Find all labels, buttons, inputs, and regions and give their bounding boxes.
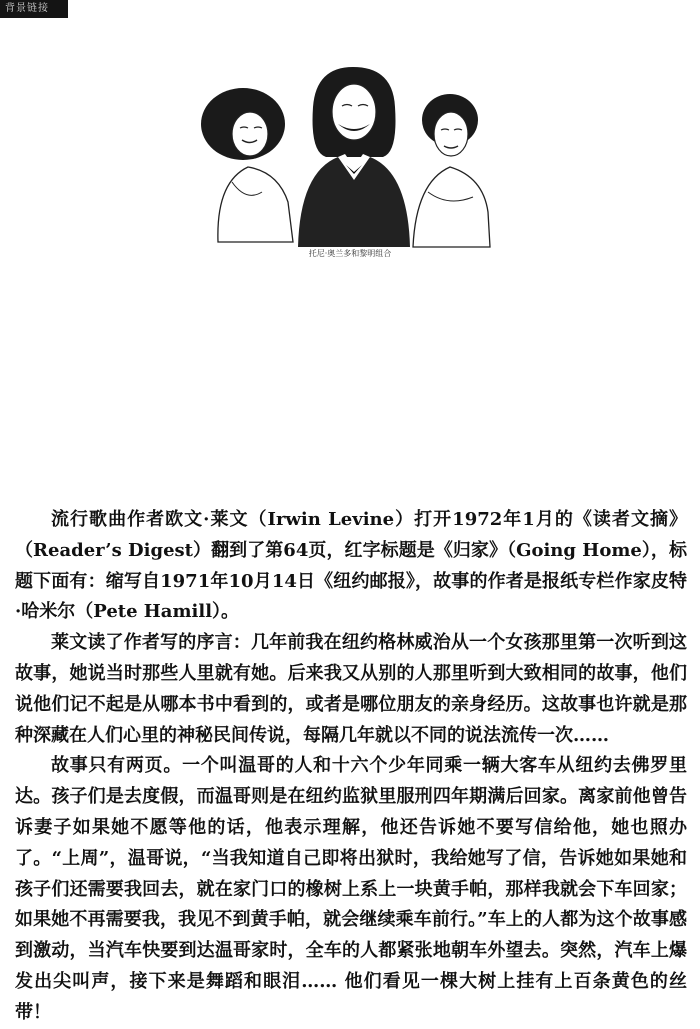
paragraph: 故事只有两页。一个叫温哥的人和十六个少年同乘一辆大客车从纽约去佛罗里达。孩子们是去度假，而温哥则是在纽约监狱里服刑四年期满后回家。离家前他曾告诉妻子如果她不愿等他的话，他表示理解，他还告诉她不要写信给他，她也照办了。“上周”，温哥说，“当我知道自己即将出狱时，我给她写了信，告诉她如果她和孩子们还需要我回去，就在家门口的橡树上系上一块黄手帕，那样我就会下车回家；如果她不再需要我，我见不到黄手帕，就会继续乘车前行。”车上的人都为这个故事感到激动，当汽车快要到达温哥家时，全车的人都紧张地朝车外望去。突然，汽车上爆发出尖叫声，接下来是舞蹈和眼泪…… 他们看见一棵大树上挂有上百条黄色的丝带！: [15, 755, 687, 1023]
group-illustration: [188, 62, 518, 252]
paragraph: 莱文读了作者写的序言：几年前我在纽约格林威治从一个女孩那里第一次听到这故事，她说当时那些人里就有她。后来我又从别的人那里听到大致相同的故事，他们说他们记不起是从哪本书中看到的，或者是哪位朋友的亲身经历。这故事也许就是那种深藏在人们心里的神秘民间传说，每隔几年就以不同的说法流传一次……: [15, 632, 687, 746]
paragraph: 流行歌曲作者欧文·莱文（Irwin Levine）打开1972年1月的《读者文摘》（Reader’s Digest）翻到了第64页，红字标题是《归家》（Going Home），标题下面有：缩写自1971年10月14日《纽约邮报》，故事的作者是报纸专栏作家皮特·哈米尔（Pete Hamill）。: [15, 509, 687, 623]
article-body: [15, 505, 687, 1029]
woman-right-figure: [413, 94, 490, 247]
section-tag: 背景链接: [0, 0, 68, 18]
figure-caption: 托尼·奥兰多和黎明组合: [308, 249, 392, 258]
illustration-drawing: [188, 62, 518, 252]
woman-left-figure: [201, 88, 293, 242]
man-center-figure: [298, 67, 410, 247]
